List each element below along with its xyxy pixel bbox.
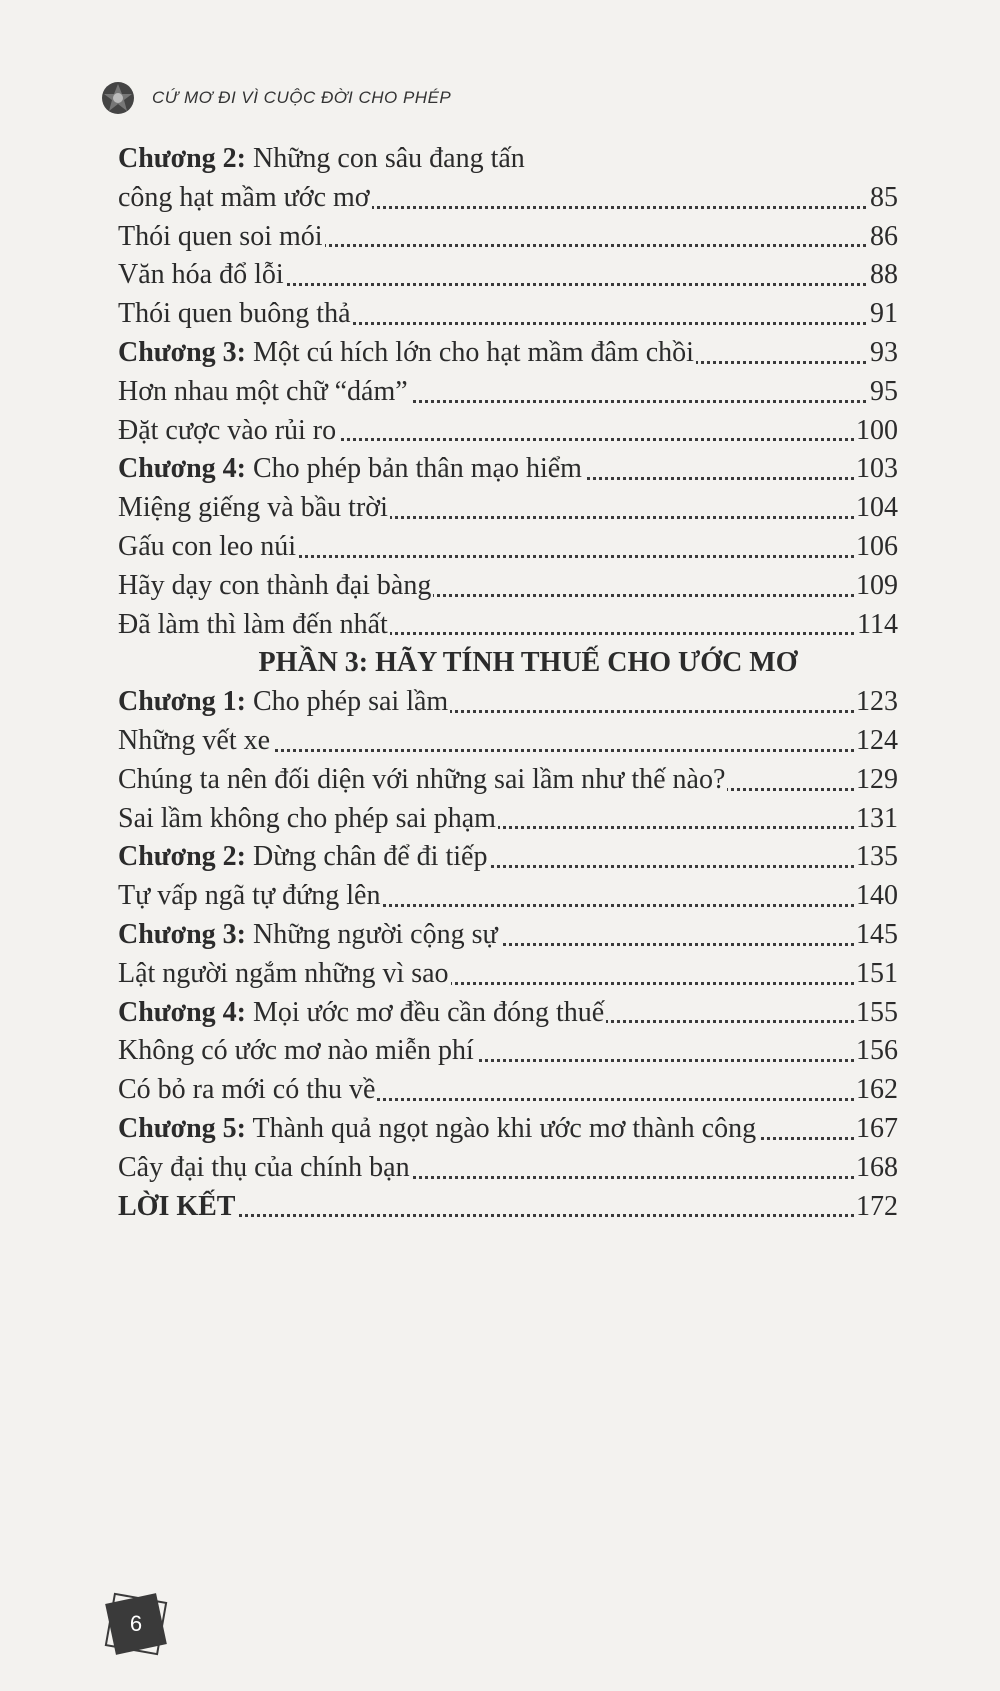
entry-text: Có bỏ ra mới có thu về (118, 1074, 376, 1106)
toc-entry-title (118, 994, 606, 1033)
toc-entry-title (118, 218, 325, 257)
chapter-label: Chương 2: (118, 143, 246, 174)
toc-entry (118, 877, 898, 916)
toc-page-number: 114 (855, 606, 898, 645)
toc-page-number: 106 (854, 528, 898, 567)
toc-entry (118, 334, 898, 373)
toc-page-number: 131 (854, 800, 898, 839)
chapter-label: Chương 4: (118, 453, 246, 485)
toc-page-number: 140 (854, 877, 898, 916)
toc-page-number: 162 (854, 1071, 898, 1110)
part-heading: PHẦN 3: HÃY TÍNH THUẾ CHO ƯỚC MƠ (258, 647, 798, 679)
entry-text: Đặt cược vào rủi ro (118, 414, 337, 446)
entry-text: Thói quen buông thả (118, 298, 351, 330)
toc-entry-title (118, 334, 696, 373)
toc-entry (118, 916, 898, 955)
toc-page-number: 167 (854, 1110, 898, 1149)
toc-entry-title (118, 761, 727, 800)
entry-text: Văn hóa đổ lỗi (118, 259, 284, 291)
toc-entry (118, 218, 898, 257)
toc-page-number: 103 (854, 450, 898, 489)
toc-page-number: 85 (868, 179, 898, 218)
toc-page-number: 104 (854, 489, 898, 528)
toc-entry (118, 489, 898, 528)
toc-page-number: 93 (868, 334, 898, 373)
table-of-contents (118, 140, 898, 1226)
toc-entry (118, 722, 898, 761)
chapter-label: Chương 3: (118, 918, 246, 950)
toc-entry-title (118, 373, 410, 412)
toc-page-number: 129 (854, 761, 898, 800)
entry-text: Gấu con leo núi (118, 530, 297, 562)
toc-entry (118, 373, 898, 412)
toc-page-number: 151 (854, 955, 898, 994)
toc-page-number: 109 (854, 567, 898, 606)
toc-entry-title (118, 683, 450, 722)
entry-text: công hạt mầm ước mơ (118, 181, 370, 213)
toc-page-number: 95 (868, 373, 898, 412)
chapter-label: Chương 5: (118, 1112, 246, 1144)
toc-entry (118, 295, 898, 334)
entry-text: Thói quen soi mói (118, 220, 323, 252)
toc-entry (118, 528, 898, 567)
toc-entry-title (118, 955, 451, 994)
chapter-label: Chương 4: (118, 996, 246, 1028)
page-number: 6 (129, 1611, 143, 1636)
toc-entry (118, 140, 898, 179)
toc-page-number: 145 (854, 916, 898, 955)
toc-entry-title (118, 489, 390, 528)
entry-text: Cây đại thụ của chính bạn (118, 1151, 410, 1183)
chapter-label: Chương 1: (118, 686, 246, 718)
toc-entry-title (118, 450, 584, 489)
toc-entry-title (118, 916, 500, 955)
toc-entry (118, 761, 898, 800)
toc-page-number: 123 (854, 683, 898, 722)
toc-entry-title (118, 567, 433, 606)
toc-entry-title (118, 140, 527, 179)
entry-text: Miệng giếng và bầu trời (118, 492, 388, 524)
toc-entry (118, 683, 898, 722)
entry-text: Thành quả ngọt ngào khi ước mơ thành công (246, 1112, 757, 1144)
entry-text: Sai lầm không cho phép sai phạm (118, 802, 496, 834)
toc-entry-title (118, 528, 298, 567)
toc-page-number: 135 (854, 838, 898, 877)
entry-text: Dừng chân để đi tiếp (246, 841, 488, 873)
toc-entry (118, 179, 898, 218)
toc-entry (118, 606, 898, 645)
chapter-label: LỜI KẾT (118, 1190, 236, 1222)
toc-entry-title (118, 295, 353, 334)
toc-entry-title (118, 1149, 412, 1188)
entry-text: Một cú hích lớn cho hạt mầm đâm chồi (246, 336, 694, 368)
chapter-label: Chương 2: (118, 841, 246, 873)
running-header (100, 78, 451, 118)
entry-text: Hơn nhau một chữ “dám” (118, 375, 408, 407)
entry-text: Chúng ta nên đối diện với những sai lầm như thế nào? (118, 763, 726, 795)
entry-text: Cho phép bản thân mạo hiểm (246, 453, 582, 485)
toc-page-number: 88 (868, 256, 898, 295)
toc-entry-title (118, 1188, 237, 1227)
toc-entry-title (118, 412, 338, 451)
entry-text: Không có ước mơ nào miễn phí (118, 1035, 474, 1067)
toc-page-number: 156 (854, 1032, 898, 1071)
entry-text: Những vết xe (118, 724, 271, 756)
toc-page-number: 124 (854, 722, 898, 761)
toc-entry-title (118, 722, 272, 761)
book-title-header: CỨ MƠ ĐI VÌ CUỘC ĐỜI CHO PHÉP (152, 88, 452, 107)
entry-text: Mọi ước mơ đều cần đóng thuế (246, 996, 605, 1028)
toc-page-number: 100 (854, 412, 898, 451)
toc-entry-title (118, 606, 390, 645)
toc-entry (118, 994, 898, 1033)
entry-text: Những người cộng sự (246, 918, 498, 950)
entry-text: Cho phép sai lầm (246, 686, 449, 718)
toc-entry-title (118, 800, 498, 839)
toc-entry-title (118, 1071, 377, 1110)
toc-entry (118, 1149, 898, 1188)
toc-entry (118, 838, 898, 877)
entry-text: Những con sâu đang tấn (246, 143, 525, 174)
toc-entry-title (118, 179, 372, 218)
toc-entry (118, 450, 898, 489)
entry-text: Tự vấp ngã tự đứng lên (118, 880, 381, 912)
toc-entry-title (118, 256, 286, 295)
entry-text: Lật người ngắm những vì sao (118, 957, 449, 989)
toc-entry-title (118, 877, 382, 916)
book-emblem-icon (100, 80, 136, 116)
toc-page-number: 86 (868, 218, 898, 257)
toc-entry (118, 256, 898, 295)
toc-entry (118, 1188, 898, 1227)
entry-text: Hãy dạy con thành đại bàng (118, 569, 432, 601)
toc-entry-title (118, 1032, 476, 1071)
toc-page-number: 172 (854, 1188, 898, 1227)
toc-entry (118, 412, 898, 451)
toc-entry (118, 800, 898, 839)
toc-entry (118, 1071, 898, 1110)
chapter-label: Chương 3: (118, 336, 246, 368)
toc-page-number: 155 (854, 994, 898, 1033)
toc-entry (118, 1032, 898, 1071)
toc-entry-title (118, 838, 489, 877)
toc-entry (118, 567, 898, 606)
toc-entry (118, 955, 898, 994)
toc-page-number: 91 (868, 295, 898, 334)
toc-page-number: 168 (854, 1149, 898, 1188)
toc-entry-title (118, 1110, 758, 1149)
toc-entry (118, 1110, 898, 1149)
entry-text: Đã làm thì làm đến nhất (118, 608, 388, 640)
